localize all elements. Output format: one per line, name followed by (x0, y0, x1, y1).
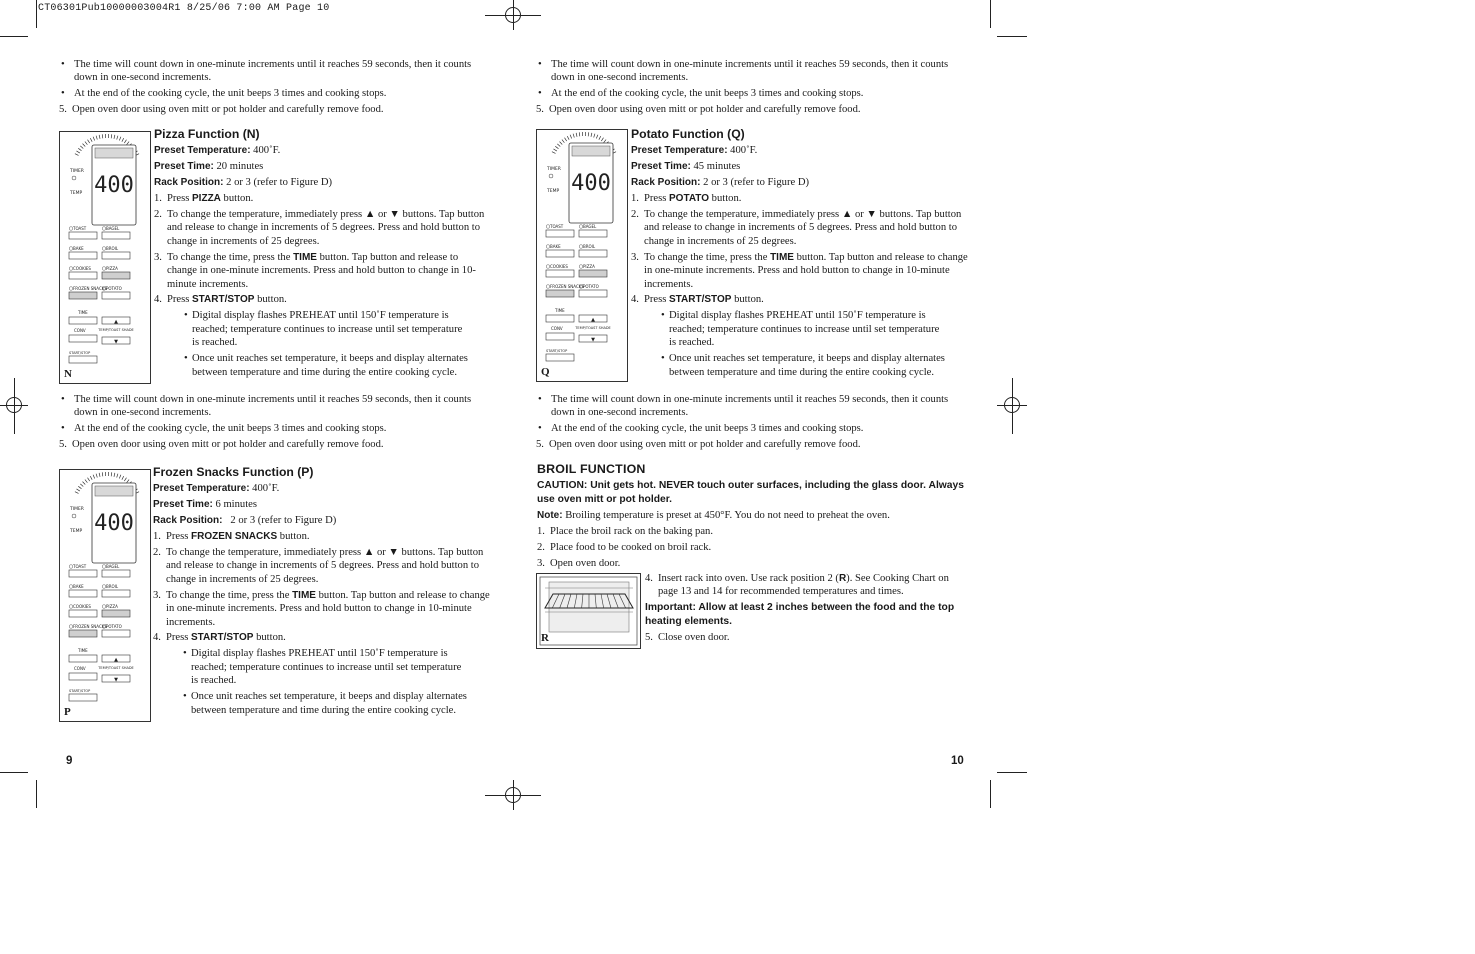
dial-tick (80, 484, 83, 487)
step-number: 3. (631, 251, 639, 263)
panel-button (579, 270, 607, 277)
panel-button (102, 232, 130, 239)
control-panel-figure-q (536, 129, 628, 382)
crop-mark (36, 0, 37, 28)
panel-button-label: FROZEN SNACKS (73, 286, 107, 291)
dial-tick (102, 472, 103, 476)
step-text: Open oven door using oven mitt or pot holder and carefully remove food. (549, 104, 861, 116)
up-arrow: ▲ (114, 319, 118, 325)
temp-shade-label: TEMP/TOAST SHADE (98, 328, 134, 332)
dial-tick (88, 478, 90, 481)
panel-button (69, 570, 97, 577)
preset-temp-value: 400˚F. (250, 145, 281, 157)
panel-button (69, 630, 97, 637)
panel-button (69, 590, 97, 597)
dial-tick (102, 134, 103, 138)
sub-bullet: • (661, 310, 665, 322)
step-text: Place food to be cooked on broil rack. (550, 542, 712, 554)
conv-label: CONV (74, 328, 86, 333)
dial-tick (557, 144, 560, 147)
step-number: 5. (536, 104, 544, 116)
dial-tick (111, 472, 112, 476)
conv-label: CONV (551, 326, 563, 331)
dial-tick (76, 151, 79, 153)
panel-button (102, 630, 130, 637)
button-name: TIME (292, 589, 316, 601)
step-text: To change the time, press the (167, 251, 294, 263)
down-arrow: ▼ (114, 677, 118, 683)
panel-button-label: FROZEN SNACKS (550, 284, 584, 289)
dial-tick (555, 146, 558, 148)
step-number: 3. (154, 251, 162, 263)
step-text: button. Tap button and release to change in one-minute increments. Press and hold button to change in 10-minute increments. (167, 251, 476, 290)
control-panel-illustration (60, 132, 150, 383)
control-panel-figure-n (59, 131, 151, 384)
down-arrow: ▼ (591, 337, 595, 343)
crop-mark (0, 36, 28, 37)
section-heading: Frozen Snacks Function (P) (153, 465, 314, 479)
dial-tick (75, 154, 79, 156)
step-text: button. Tap button and release to change in one-minute increments. Press and hold button to change in 10-minute increments. (644, 251, 968, 290)
temp-shade-label: TEMP/TOAST SHADE (98, 666, 134, 670)
step-number: 4. (153, 632, 161, 644)
panel-button-label: BAGEL (583, 224, 597, 229)
pizza-function-section (154, 128, 490, 381)
dial-tick (88, 140, 90, 143)
panel-button-label: TOAST (550, 224, 564, 229)
dial-tick (122, 138, 124, 142)
dial-tick (599, 136, 601, 140)
sub-step-text: Once unit reaches set temperature, it beeps and display alternates between temperature and time during the entire cooking cycle. (191, 691, 467, 716)
dial-tick (124, 140, 126, 143)
panel-button (69, 610, 97, 617)
dial-tick (114, 473, 115, 477)
step-number: 3. (153, 589, 161, 601)
rack-position-value: 2 or 3 (refer to Figure D) (700, 177, 810, 189)
sub-bullet: • (183, 648, 187, 660)
sub-bullet: • (661, 353, 665, 365)
preset-time-value: 6 minutes (212, 499, 257, 511)
timer-label: TIMER (70, 169, 84, 174)
start-stop-button (69, 694, 97, 701)
display-bar (95, 486, 133, 496)
dial-tick (562, 140, 564, 143)
panel-button (546, 230, 574, 237)
rack-position-label: Rack Position: (154, 177, 224, 189)
note-text: Broiling temperature is preset at 450°F. You do not need to preheat the oven. (562, 510, 890, 522)
sub-step-text: Once unit reaches set temperature, it beeps and display alternates between temperature and time during the entire cooking cycle. (669, 353, 945, 378)
note-label: Note: (537, 510, 563, 522)
display-digits: 400 (94, 173, 134, 198)
dial-tick (573, 134, 574, 138)
clock-icon (72, 514, 76, 518)
preset-temp-value: 400˚F. (249, 483, 280, 495)
preset-time-value: 20 minutes (213, 161, 264, 173)
panel-button-label: TOAST (73, 226, 87, 231)
step-text: Open oven door using oven mitt or pot holder and carefully remove food. (72, 439, 384, 451)
panel-button-label: COOKIES (550, 264, 568, 269)
time-button (546, 315, 574, 322)
start-stop-label: START/STOP (69, 351, 91, 355)
step-text: To change the time, press the (644, 251, 771, 263)
dial-tick (570, 135, 572, 139)
panel-button-label: BAKE (73, 584, 84, 589)
dial-tick (596, 135, 598, 139)
panel-button (546, 270, 574, 277)
bullet: • The time will count down in one-minute increments until it reaches 59 seconds, then it counts down in one-second increments. (536, 393, 968, 420)
step-text: To change the time, press the (166, 589, 293, 601)
clock-icon (549, 174, 553, 178)
sub-bullet: • (184, 353, 188, 365)
dial-tick (93, 475, 95, 479)
dial-tick (127, 142, 129, 145)
dial-tick (99, 135, 100, 139)
dial-tick (576, 133, 577, 137)
panel-button-label: BROIL (106, 584, 119, 589)
step-text: To change the temperature, immediately press ▲ or ▼ buttons. Tap button and release to change in increments of 5 degrees. Press and hold button to change in increments of 25 degrees. (167, 209, 485, 247)
display-digits: 400 (94, 511, 134, 536)
button-name: TIME (293, 251, 317, 263)
panel-button-label: BAGEL (106, 564, 120, 569)
potato-after-text (536, 393, 968, 454)
panel-button (102, 590, 130, 597)
preset-temp-value: 400˚F. (727, 145, 758, 157)
start-stop-button (546, 354, 574, 361)
dial-tick (594, 134, 595, 138)
panel-button (69, 252, 97, 259)
step-number: 1. (537, 526, 545, 538)
panel-button-label: PIZZA (583, 264, 595, 269)
panel-button-label: FROZEN SNACKS (73, 624, 107, 629)
caution-text: CAUTION: Unit gets hot. NEVER touch outer surfaces, including the glass door. Always use oven mitt or pot holder. (537, 480, 964, 505)
dial-tick (78, 486, 81, 488)
panel-button (579, 230, 607, 237)
dial-tick (96, 474, 97, 478)
step-number: 3. (537, 557, 545, 569)
clock-icon (72, 176, 76, 180)
rack-position-value: 2 or 3 (refer to Figure D) (222, 515, 337, 527)
dial-tick (591, 133, 592, 137)
step-text: button. (253, 632, 286, 644)
dial-tick (119, 475, 121, 479)
dial-tick (117, 136, 118, 140)
temp-label: TEMP (70, 529, 83, 534)
time-label: TIME (78, 648, 88, 653)
crop-mark (990, 780, 991, 808)
conv-button (546, 333, 574, 340)
crop-mark (997, 772, 1027, 773)
bullet: • At the end of the cooking cycle, the unit beeps 3 times and cooking stops. (59, 422, 491, 435)
time-button (69, 317, 97, 324)
dial-tick (99, 473, 100, 477)
step-text: button. (709, 193, 742, 205)
button-name: TIME (770, 251, 794, 263)
dial-tick (78, 148, 81, 150)
dial-tick (93, 137, 95, 141)
step-text: Close oven door. (658, 631, 730, 643)
dial-tick (553, 149, 556, 151)
step-number: 1. (631, 193, 639, 205)
dial-tick (604, 140, 606, 143)
preset-temp-label: Preset Temperature: (154, 145, 251, 157)
oven-rack-figure-r (536, 573, 641, 649)
rack-position-label: Rack Position: (153, 515, 223, 527)
step-number: 4. (154, 294, 162, 306)
display-bar (95, 148, 133, 158)
step-number: 5. (59, 104, 67, 116)
panel-button (546, 290, 574, 297)
dial-tick (601, 138, 603, 141)
panel-button (102, 570, 130, 577)
bullet: • At the end of the cooking cycle, the unit beeps 3 times and cooking stops. (536, 87, 968, 100)
figure-label: Q (541, 365, 550, 378)
dial-tick (96, 136, 97, 140)
panel-button (546, 250, 574, 257)
pizza-after-text (59, 393, 491, 454)
panel-button-label: COOKIES (73, 266, 91, 271)
conv-button (69, 335, 97, 342)
sub-bullet: • (183, 691, 187, 703)
dial-tick (83, 144, 86, 147)
panel-button (102, 252, 130, 259)
preset-temp-label: Preset Temperature: (631, 145, 728, 157)
step-number: 1. (154, 193, 162, 205)
step-text: button. (731, 294, 764, 306)
section-heading: Pizza Function (N) (154, 127, 260, 141)
dial-tick (90, 476, 92, 480)
panel-button-label: POTATO (106, 624, 122, 629)
dial-tick (579, 132, 580, 136)
crop-mark (36, 780, 37, 808)
bullet: • The time will count down in one-minute increments until it reaches 59 seconds, then it counts down in one-second increments. (59, 393, 491, 420)
dial-tick (588, 132, 589, 136)
figure-label: N (64, 367, 72, 380)
broil-steps-continued (645, 572, 967, 647)
start-stop-button (69, 356, 97, 363)
broil-function-section (537, 463, 969, 573)
step-number: 5. (645, 631, 653, 643)
step-text: Press (644, 193, 670, 205)
panel-button (69, 232, 97, 239)
step-text: ). See Cooking Chart on page 13 and 14 for recommended temperatures and times. (658, 573, 949, 598)
button-name: POTATO (669, 193, 710, 205)
conv-button (69, 673, 97, 680)
crop-mark (0, 772, 28, 773)
step-text: button. (277, 531, 310, 543)
sub-bullet: • (184, 310, 188, 322)
right-intro-text (536, 58, 968, 119)
section-heading: Potato Function (Q) (631, 127, 745, 141)
preset-time-label: Preset Time: (154, 161, 214, 173)
step-number: 5. (59, 439, 67, 451)
dial-tick (560, 142, 563, 145)
step-text: To change the temperature, immediately press ▲ or ▼ buttons. Tap button and release to change in increments of 5 degrees. Press and hold button to change in increments of 25 degrees. (644, 209, 962, 247)
panel-button (69, 272, 97, 279)
panel-button (102, 292, 130, 299)
display-digits: 400 (571, 171, 611, 196)
step-text: Press (167, 294, 193, 306)
left-intro-text (59, 58, 491, 119)
oven-rack-illustration (537, 574, 640, 648)
bullet: • At the end of the cooking cycle, the unit beeps 3 times and cooking stops. (59, 87, 491, 100)
step-number: 2. (631, 209, 639, 221)
panel-button-label: POTATO (106, 286, 122, 291)
timer-label: TIMER (70, 507, 84, 512)
sub-step-text: Digital display flashes PREHEAT until 150˚F temperature is reached; temperature continues to increase until set temperature is reached. (669, 310, 940, 349)
crop-mark (997, 36, 1027, 37)
button-name: START/STOP (191, 632, 254, 644)
section-heading: BROIL FUNCTION (537, 462, 646, 476)
panel-button-label: PIZZA (106, 266, 118, 271)
time-button (69, 655, 97, 662)
sub-step-text: Digital display flashes PREHEAT until 150˚F temperature is reached; temperature continues to increase until set temperature is reached. (191, 648, 462, 687)
dial-tick (552, 152, 556, 154)
panel-button-label: BAKE (550, 244, 561, 249)
preset-time-value: 45 minutes (690, 161, 741, 173)
panel-button (102, 272, 130, 279)
panel-button (579, 290, 607, 297)
step-text: Place the broil rack on the baking pan. (550, 526, 713, 538)
rack-position-value: 2 or 3 (refer to Figure D) (223, 177, 333, 189)
rack-position-label: Rack Position: (631, 177, 701, 189)
step-text: Insert rack into oven. Use rack position 2 ( (658, 573, 839, 584)
panel-button (102, 610, 130, 617)
frozen-snacks-function-section (153, 466, 490, 719)
sub-step-text: Digital display flashes PREHEAT until 150˚F temperature is reached; temperature continues to increase until set temperature is reached. (192, 310, 463, 349)
preset-temp-label: Preset Temperature: (153, 483, 250, 495)
panel-button-label: BROIL (583, 244, 596, 249)
timer-label: TIMER (547, 167, 561, 172)
time-label: TIME (78, 310, 88, 315)
step-number: 5. (536, 439, 544, 451)
down-arrow: ▼ (114, 339, 118, 345)
button-name: START/STOP (192, 294, 255, 306)
dial-tick (85, 142, 87, 145)
panel-button-label: BAGEL (106, 226, 120, 231)
panel-button-label: BAKE (73, 246, 84, 251)
panel-button-label: TOAST (73, 564, 87, 569)
dial-tick (80, 146, 83, 149)
step-text: Press (167, 193, 193, 205)
dial-tick (124, 478, 126, 481)
button-name: START/STOP (669, 294, 732, 306)
bullet: • At the end of the cooking cycle, the unit beeps 3 times and cooking stops. (536, 422, 968, 435)
preset-time-label: Preset Time: (153, 499, 213, 511)
crop-mark (990, 0, 991, 28)
dial-tick (76, 489, 79, 491)
dial-tick (127, 480, 129, 483)
important-note: Important: Allow at least 2 inches between the food and the top heating elements. (645, 602, 955, 627)
step-text: Open oven door using oven mitt or pot holder and carefully remove food. (549, 439, 861, 451)
dial-tick (119, 137, 121, 141)
control-panel-illustration (60, 470, 150, 721)
step-number: 2. (153, 547, 161, 559)
step-number: 4. (645, 573, 653, 584)
panel-button-label: BROIL (106, 246, 119, 251)
button-name: FROZEN SNACKS (191, 531, 278, 543)
dial-tick (75, 492, 79, 494)
step-text: button. (254, 294, 287, 306)
sub-step-text: Once unit reaches set temperature, it beeps and display alternates between temperature and time during the entire cooking cycle. (192, 353, 468, 378)
step-number: 1. (153, 531, 161, 543)
dial-tick (117, 474, 118, 478)
panel-button-label: PIZZA (106, 604, 118, 609)
step-number: 2. (154, 209, 162, 221)
control-panel-figure-p (59, 469, 151, 722)
dial-tick (114, 135, 115, 139)
step-text: Open oven door using oven mitt or pot holder and carefully remove food. (72, 104, 384, 116)
figure-label: P (64, 705, 71, 718)
dial-tick (83, 482, 86, 485)
bullet: • The time will count down in one-minute increments until it reaches 59 seconds, then it counts down in one-second increments. (59, 58, 491, 85)
step-text: Press (166, 531, 192, 543)
conv-label: CONV (74, 666, 86, 671)
step-text: Press (644, 294, 670, 306)
dial-tick (122, 476, 124, 480)
step-number: 4. (631, 294, 639, 306)
temp-label: TEMP (70, 191, 83, 196)
figure-label: R (541, 631, 549, 644)
dial-tick (85, 480, 87, 483)
start-stop-label: START/STOP (546, 349, 568, 353)
display-bar (572, 146, 610, 156)
dial-tick (565, 138, 567, 141)
step-number: 2. (537, 542, 545, 554)
step-text: To change the temperature, immediately press ▲ or ▼ buttons. Tap button and release to change in increments of 5 degrees. Press and hold button to change in increments of 25 degrees. (166, 547, 484, 585)
page-number-left: 9 (66, 755, 73, 767)
start-stop-label: START/STOP (69, 689, 91, 693)
page-number-right: 10 (951, 755, 964, 767)
figure-reference: R (838, 573, 847, 584)
up-arrow: ▲ (591, 317, 595, 323)
panel-button-label: POTATO (583, 284, 599, 289)
dial-tick (111, 134, 112, 138)
bullet: • The time will count down in one-minute increments until it reaches 59 seconds, then it counts down in one-second increments. (536, 58, 968, 85)
step-text: button. (220, 193, 254, 205)
dial-tick (90, 138, 92, 142)
control-panel-illustration (537, 130, 627, 381)
dial-tick (567, 136, 569, 140)
panel-button (579, 250, 607, 257)
potato-function-section (631, 128, 968, 381)
time-label: TIME (555, 308, 565, 313)
step-text: button. Tap button and release to change in one-minute increments. Press and hold button to change in 10-minute increments. (166, 589, 490, 628)
panel-button (69, 292, 97, 299)
temp-label: TEMP (547, 189, 560, 194)
print-slug: CT06301Pub10000003004R1 8/25/06 7:00 AM Page 10 (38, 3, 330, 14)
button-name: PIZZA (192, 193, 221, 205)
temp-shade-label: TEMP/TOAST SHADE (575, 326, 611, 330)
preset-time-label: Preset Time: (631, 161, 691, 173)
step-text: Press (166, 632, 192, 644)
panel-button-label: COOKIES (73, 604, 91, 609)
up-arrow: ▲ (114, 657, 118, 663)
step-text: Open oven door. (550, 557, 621, 569)
